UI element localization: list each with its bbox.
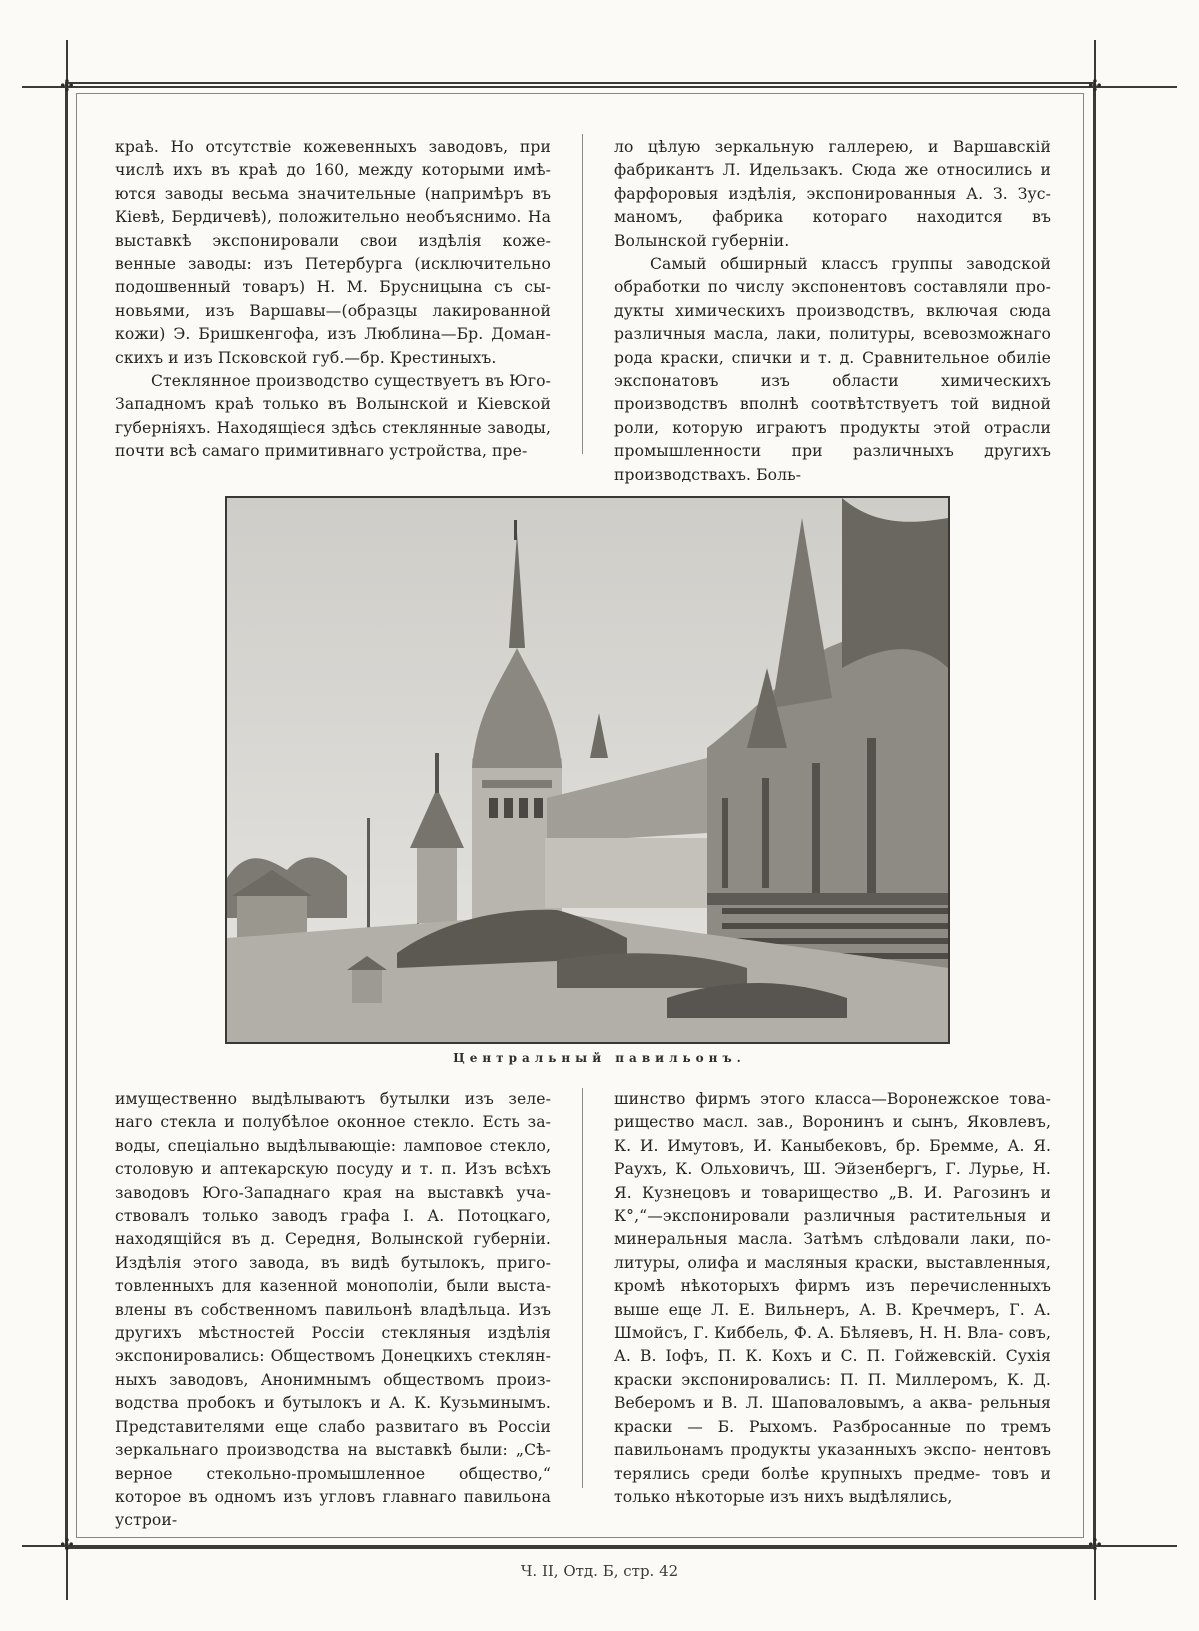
paragraph: Стеклянное производство существуетъ въ Юго- Западномъ краѣ только въ Волынской и Кіевской губерніяхъ. Находящіеся здѣсь стеклянные заводы, почти всѣ самаго примитивнаго устройства, пре- — [115, 372, 551, 461]
pavilion-photograph — [225, 496, 950, 1044]
frame-rule-bottom — [22, 1545, 1177, 1547]
text-column-top-right — [614, 136, 1051, 487]
frame-rule-left — [66, 40, 68, 1600]
corner-ornament-icon: ✣ — [60, 1535, 74, 1554]
paragraph: шинство фирмъ этого класса—Воронежское това- рищество масл. зав., Воронинъ и сынъ, Яковлевъ, К. И. Имутовъ, И. Каныбековъ, бр. Бремме, А. Я. Раухъ, К. Ольховичъ, Ш. Эйзенбергъ, Г. Лурье, Н. Я. Кузнецовъ и товарищество „В. И. Рагозинъ и К°,“—экспонировали различныя растительныя и минеральныя масла. Затѣмъ слѣдовали лаки, по- литуры, олифа и масляныя краски, выставленныя, кромѣ нѣкоторыхъ фирмъ изъ перечисленныхъ выше еще Л. Е. Вильнеръ, А. В. Кречмеръ, Г. А. Шмойсъ, Г. Киббель, Ф. А. Бѣляевъ, Н. Н. Вла- совъ, А. В. Іофъ, П. К. Кохъ и С. П. Гойжевскій. Сухія краски экспонировались: П. П. Миллеромъ, К. Д. Веберомъ и В. Л. Шаповаловымъ, а аква- рельныя краски — Б. Рыхомъ. Разбросанные по тремъ павильонамъ продукты указанныхъ экспо- нентовъ терялись среди болѣе крупныхъ предме- товъ и только нѣкоторые изъ нихъ выдѣлялись, — [614, 1090, 1051, 1506]
paragraph: имущественно выдѣлываютъ бутылки изъ зеле- наго стекла и полубѣлое оконное стекло. Есть за- воды, спеціально выдѣлывающіе: ламповое стекло, столовую и аптекарскую посуду и т. п. Изъ всѣхъ заводовъ Юго-Западнаго края на выставкѣ уча- ствовалъ только заводъ графа I. А. Потоцкаго, находящійся въ д. Середня, Волынской губерніи. Издѣлія этого завода, въ видѣ бутылокъ, приго- товленныхъ для казенной монополіи, были выста- влены въ собственномъ павильонѣ владѣльца. Изъ другихъ мѣстностей Россіи стекляныя издѣлія экспонировались: Обществомъ Донецкихъ стеклян- ныхъ заводовъ, Анонимнымъ обществомъ произ- водства пробокъ и бутылокъ и А. К. Кузьминымъ. Представителями еще слабо развитаго въ Россіи зеркальнаго производства на выставкѣ были: „Сѣ- верное стекольно-промышленное общество,“ которое въ одномъ изъ угловъ главнаго павильона устрои- — [115, 1090, 551, 1530]
figure-caption: Центральный павильонъ. — [453, 1051, 746, 1065]
corner-ornament-icon: ✣ — [60, 76, 74, 95]
text-column-top-left — [115, 136, 551, 464]
paragraph: ло цѣлую зеркальную галлерею, и Варшавскій фабрикантъ Л. Идельзакъ. Сюда же относились и фарфоровыя издѣлія, экспонированныя А. З. Зус- маномъ, фабрика котораго находится въ Волынской губерніи. — [614, 138, 1051, 250]
paragraph: краѣ. Но отсутствіе кожевенныхъ заводовъ, при числѣ ихъ въ краѣ до 160, между которыми имѣ- ются заводы весьма значительные (напримѣръ въ Кіевѣ, Бердичевѣ), положительно необъяснимо. На выставкѣ экспонировали свои издѣлія коже- венные заводы: изъ Петербурга (исключительно подошвенный товаръ) Н. М. Брусницына съ сы- новьями, изъ Варшавы—(образцы лакированной кожи) Э. Бришкенгофа, изъ Люблина—Бр. Доман- скихъ и изъ Псковской губ.—бр. Крестиныхъ. — [115, 138, 551, 367]
frame-rule-right — [1094, 40, 1096, 1600]
page-footer: Ч. II, Отд. Б, стр. 42 — [520, 1562, 679, 1580]
paragraph: Самый обширный классъ группы заводской обработки по числу экспонентовъ составляли про- дукты химическихъ производствъ, включая сюда различныя масла, лаки, политуры, всевозможнаго рода краски, спички и т. д. Сравнительное обиліе экспонатовъ изъ области химическихъ производствъ вполнѣ соотвѣтствуетъ той видной роли, которую играютъ продукты этой отрасли промышленности при различныхъ другихъ производствахъ. Боль- — [614, 255, 1051, 484]
corner-ornament-icon: ✣ — [1088, 1535, 1102, 1554]
text-column-bottom-right — [614, 1088, 1051, 1509]
corner-ornament-icon: ✣ — [1088, 76, 1102, 95]
frame-rule-top — [22, 86, 1177, 88]
text-column-bottom-left — [115, 1088, 551, 1533]
column-divider — [582, 1088, 583, 1488]
pavilion-photo-illustration — [227, 498, 948, 1042]
column-divider — [582, 134, 583, 454]
